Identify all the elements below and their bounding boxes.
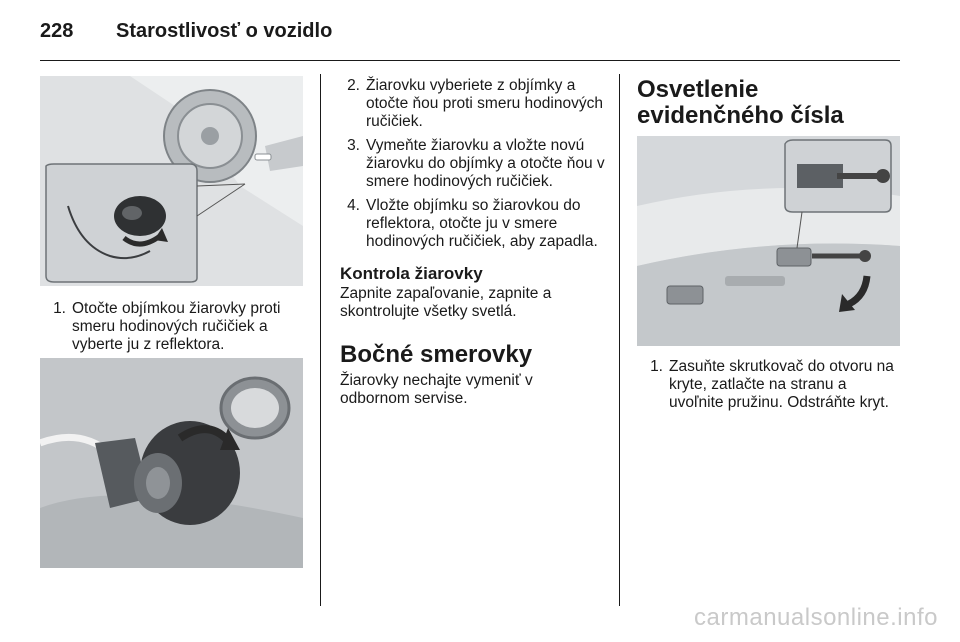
- list-item: [340, 77, 608, 131]
- step-number: 4.: [347, 197, 360, 214]
- page-header-title: Starostlivosť o vozidlo: [116, 20, 333, 42]
- column-divider-right: [619, 74, 620, 606]
- step-text: Otočte objímkou žiarovky proti smeru hodinových ručičiek a vyberte ju z reflektora.: [72, 300, 281, 353]
- step-text: Žiarovku vyberiete z objímky a otočte ňou proti smeru hodinových ručičiek.: [366, 77, 603, 130]
- list-item: [340, 137, 608, 191]
- column-divider-left: [320, 74, 321, 606]
- watermark: carmanualsonline.info: [694, 604, 938, 631]
- figure-bulb-holder: [40, 358, 303, 568]
- step-number: 2.: [347, 77, 360, 94]
- list-item: [643, 358, 905, 412]
- step-text: Vymeňte žiarovku a vložte novú žiarovku do objímky a otočte ňou v smere hodinových ručičiek.: [366, 137, 605, 190]
- step-number: 3.: [347, 137, 360, 154]
- figure-license-plate-lamp: [637, 136, 900, 346]
- list-item: [46, 300, 308, 354]
- step-number: 1.: [650, 358, 663, 375]
- paragraph-bulb-check: Zapnite zapaľovanie, zapnite a skontrolujte všetky svetlá.: [340, 285, 552, 320]
- step-list-col2: [340, 77, 608, 257]
- step-list-col3: [643, 358, 905, 418]
- step-number: 1.: [53, 300, 66, 317]
- subheading-bulb-check: Kontrola žiarovky: [340, 264, 483, 283]
- figure-headlamp-access: [40, 76, 303, 286]
- step-text: Zasuňte skrutkovač do otvoru na kryte, zatlačte na stranu a uvoľnite pružinu. Odstráňte kryt.: [669, 358, 894, 411]
- section-title-side-indicators: Bočné smerovky: [340, 341, 533, 368]
- paragraph-side-indicators: Žiarovky nechajte vymeniť v odbornom servise.: [340, 372, 533, 407]
- section-title-license-plate-light: Osvetlenie evidenčného čísla: [637, 76, 844, 129]
- list-item: [340, 197, 608, 251]
- step-list-col1: [46, 300, 308, 360]
- page-number: 228: [40, 20, 74, 42]
- step-text: Vložte objímku so žiarovkou do reflektora, otočte ju v smere hodinových ručičiek, aby zapadla.: [366, 197, 598, 250]
- header-rule: [40, 60, 900, 61]
